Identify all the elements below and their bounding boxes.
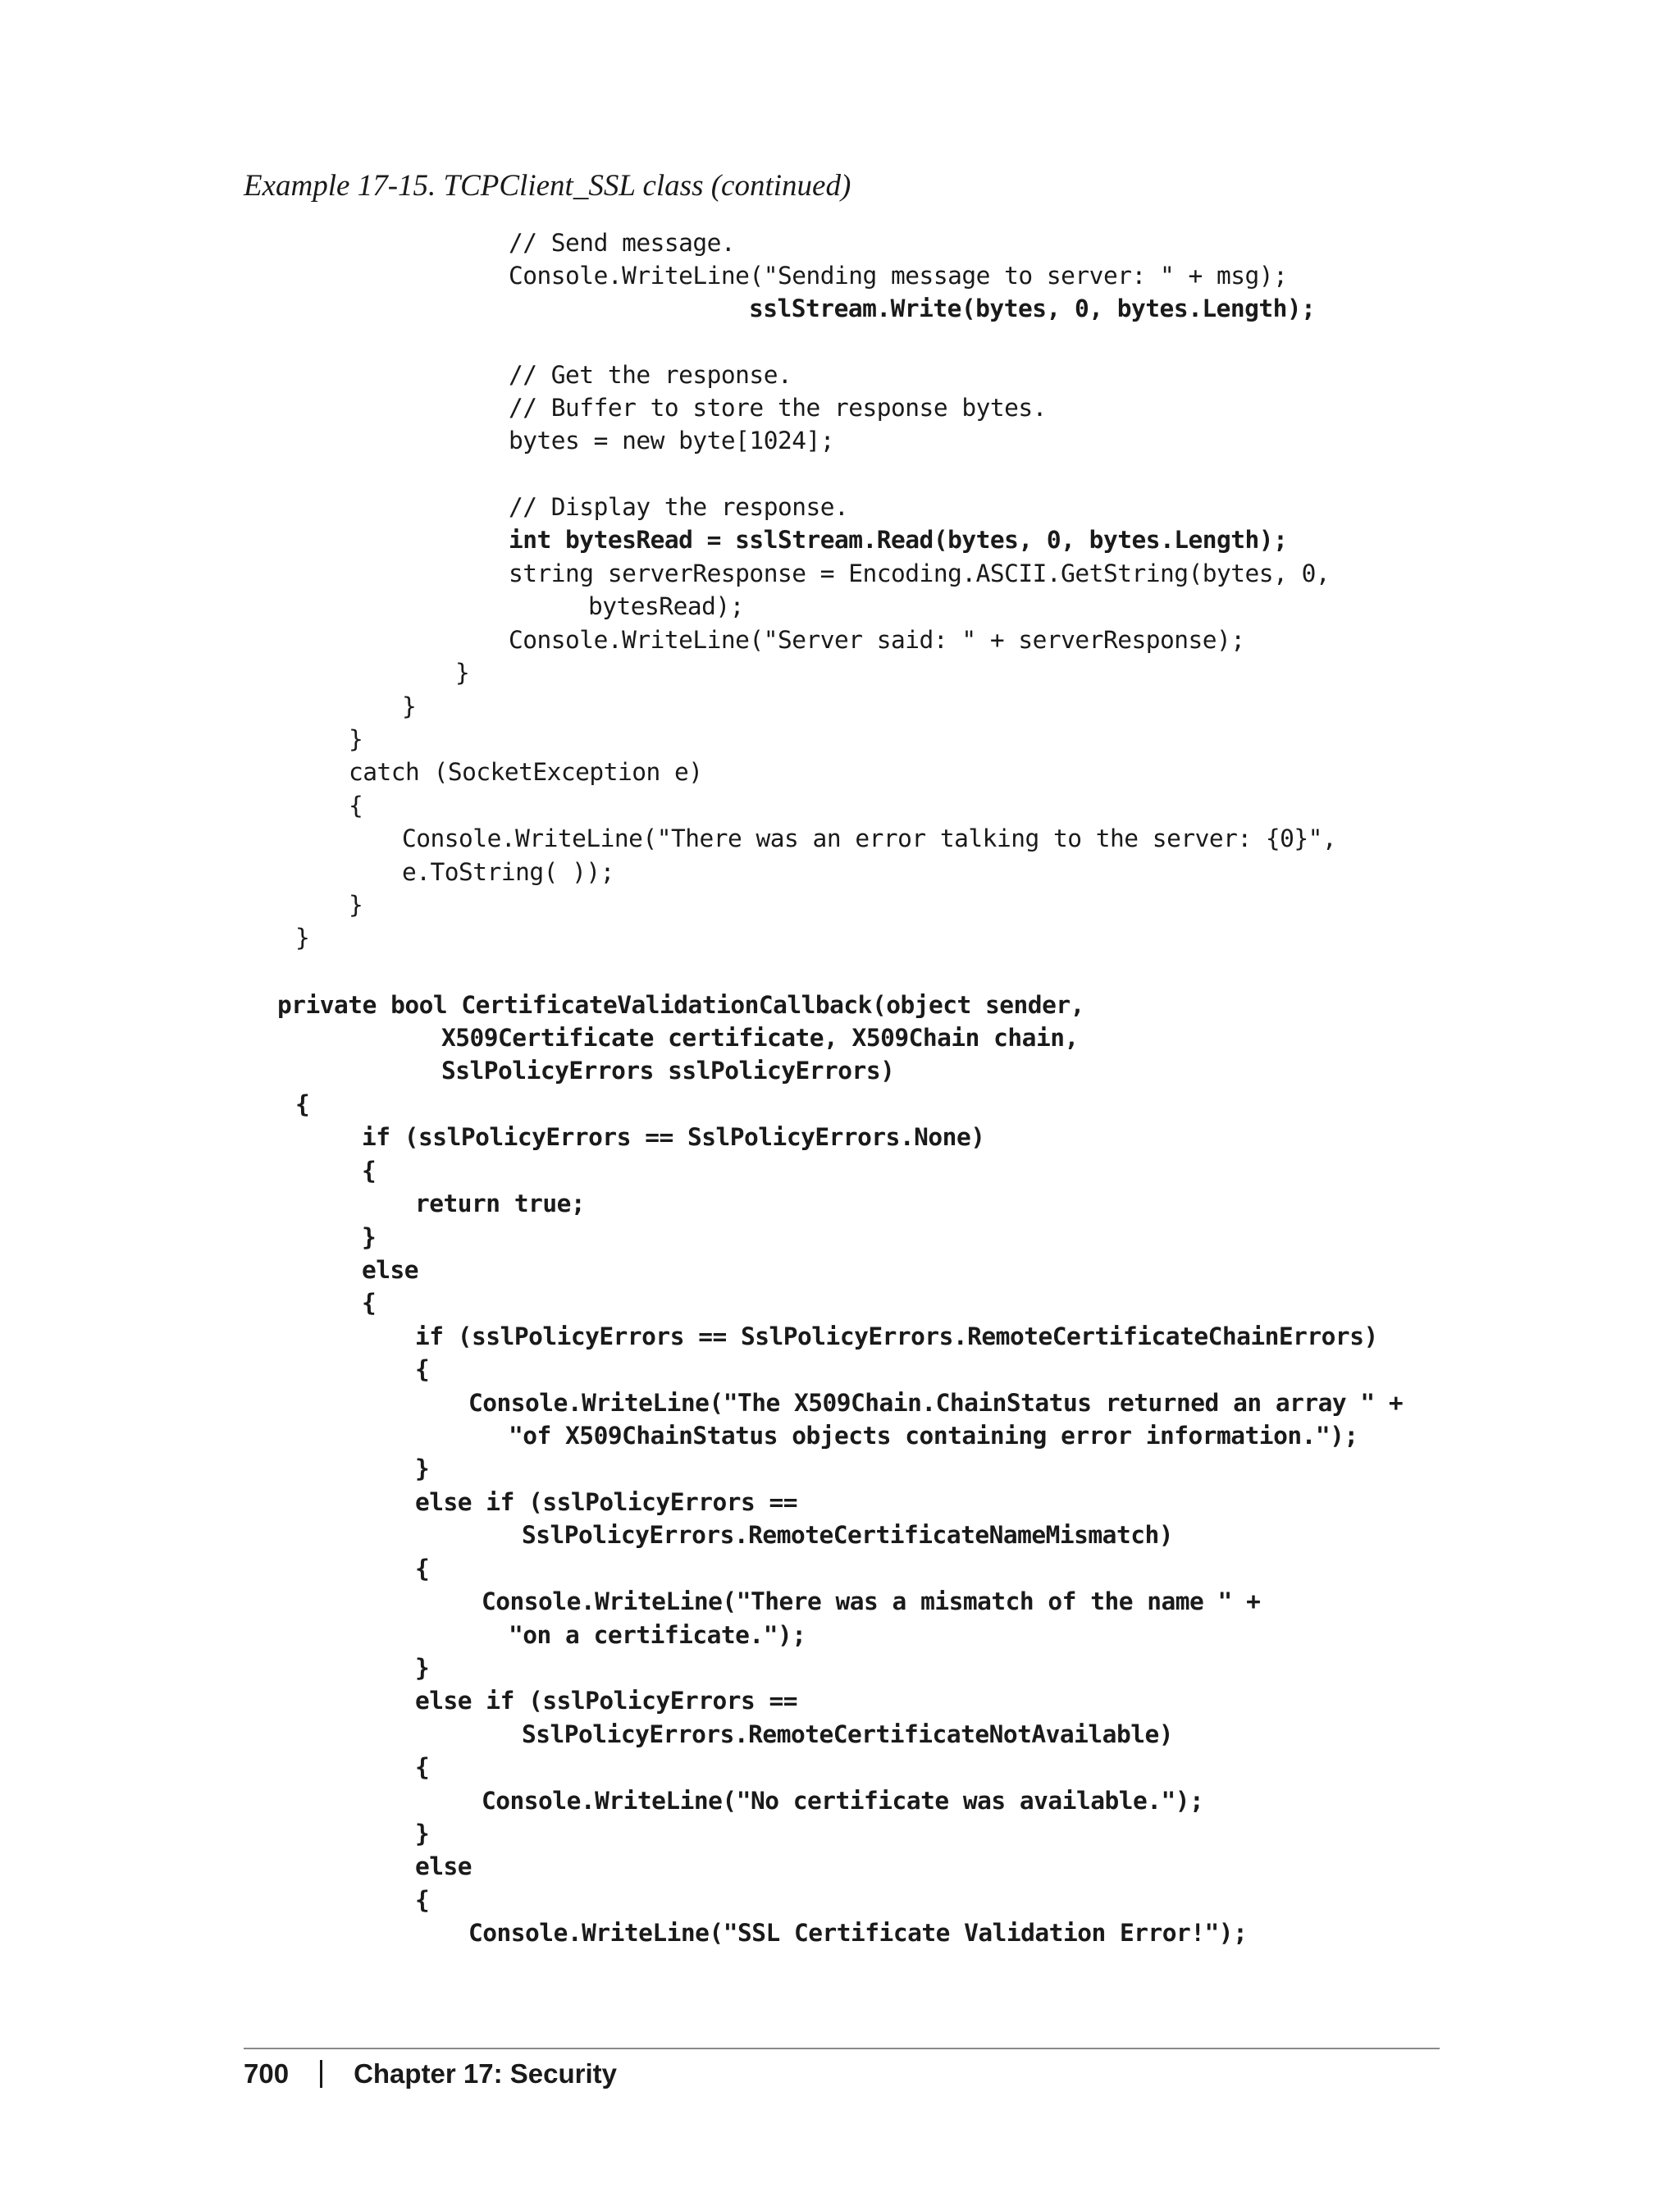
code-listing [0,226,1680,1974]
code-line: { [415,1886,430,1914]
code-line: X509Certificate certificate, X509Chain chain, [441,1024,1079,1052]
code-line: catch (SocketException e) [349,758,703,786]
code-line: bytes = new byte[1024]; [509,427,834,454]
footer-separator [320,2060,322,2088]
code-line: "of X509ChainStatus objects containing error information."); [509,1422,1358,1450]
code-line: // Get the response. [509,361,792,389]
code-line: SslPolicyErrors.RemoteCertificateNotAvailable) [522,1720,1173,1748]
code-line: else [415,1852,472,1880]
code-line: bytesRead); [588,592,744,620]
code-line: { [415,1355,430,1383]
code-line: } [362,1223,377,1251]
code-line: { [415,1753,430,1781]
code-line: private bool CertificateValidationCallback(object sender, [277,991,1084,1019]
code-line: else if (sslPolicyErrors == [415,1488,798,1516]
code-line: { [362,1289,377,1317]
code-line: } [415,1455,430,1482]
code-line: Console.WriteLine("There was a mismatch of the name " + [482,1587,1261,1615]
code-line: } [295,924,310,952]
code-line: } [455,659,470,687]
code-line: // Display the response. [509,493,849,521]
code-line: e.ToString( )); [402,858,614,886]
code-line: Console.WriteLine("There was an error talking to the server: {0}", [402,824,1337,852]
code-line: SslPolicyErrors sslPolicyErrors) [441,1057,895,1085]
footer-divider [244,2048,1440,2049]
code-line: } [415,1820,430,1847]
chapter-title: Chapter 17: Security [354,2058,618,2089]
code-line: // Send message. [509,229,736,257]
code-line: { [415,1555,430,1583]
code-line: Console.WriteLine("Sending message to server: " + msg); [509,262,1288,290]
code-line: string serverResponse = Encoding.ASCII.GetString(bytes, 0, [509,559,1331,587]
code-line: Console.WriteLine("No certificate was available."); [482,1787,1204,1815]
code-line: Console.WriteLine("Server said: " + serverResponse); [509,626,1245,654]
code-line: Console.WriteLine("The X509Chain.ChainStatus returned an array " + [468,1389,1404,1417]
code-line: } [415,1654,430,1682]
code-line: SslPolicyErrors.RemoteCertificateNameMismatch) [522,1521,1173,1549]
page-number: 700 [244,2058,290,2089]
code-line: { [295,1090,310,1118]
code-line: else if (sslPolicyErrors == [415,1687,798,1715]
code-line: { [362,1157,377,1185]
code-line: sslStream.Write(bytes, 0, bytes.Length); [749,295,1316,322]
code-line: } [349,891,363,919]
page-footer [244,2055,617,2093]
code-line: int bytesRead = sslStream.Read(bytes, 0, bytes.Length); [509,526,1288,554]
code-line: else [362,1256,419,1284]
code-line: // Buffer to store the response bytes. [509,394,1047,422]
code-line: } [402,692,417,720]
code-line: "on a certificate."); [509,1621,806,1649]
code-line: Console.WriteLine("SSL Certificate Validation Error!"); [468,1919,1248,1947]
example-caption: Example 17-15. TCPClient_SSL class (continued) [244,169,851,203]
code-line: if (sslPolicyErrors == SslPolicyErrors.RemoteCertificateChainErrors) [415,1322,1378,1350]
code-line: } [349,725,363,753]
code-line: return true; [415,1190,586,1217]
code-line: if (sslPolicyErrors == SslPolicyErrors.None) [362,1123,985,1151]
code-line: { [349,792,363,820]
